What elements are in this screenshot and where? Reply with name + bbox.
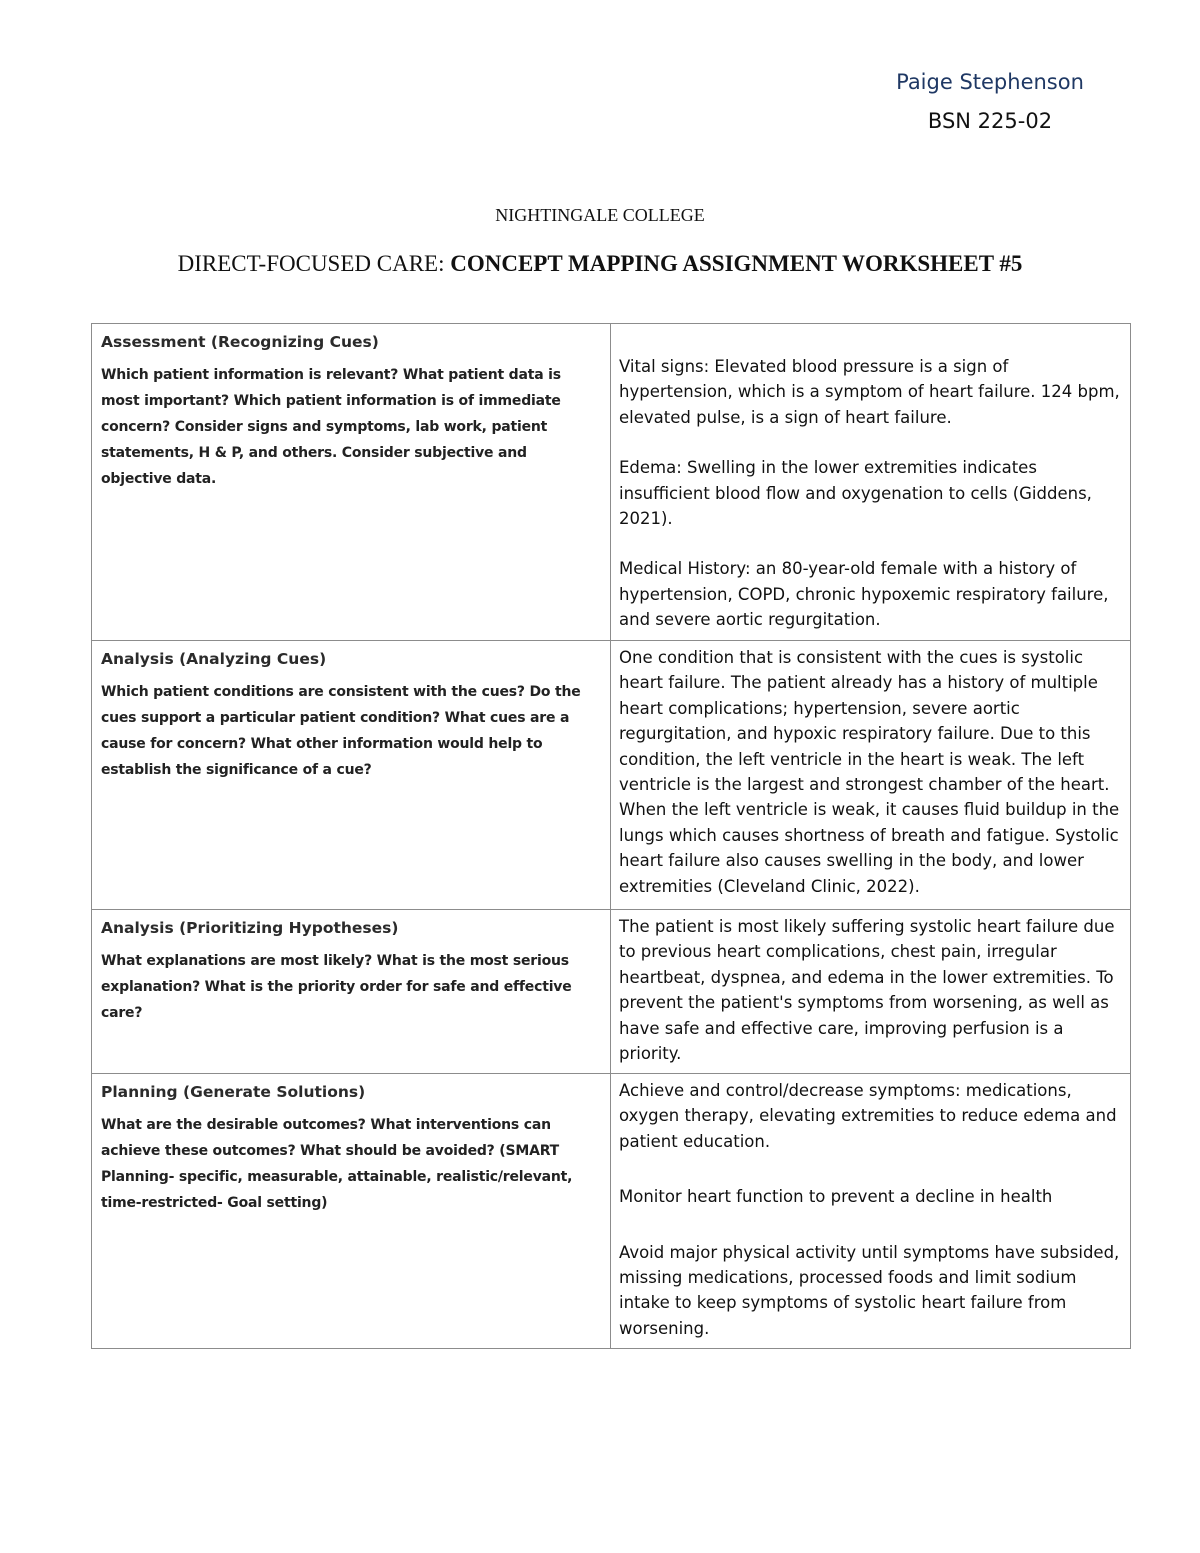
response-paragraph: Medical History: an 80-year-old female with a history of hypertension, COPD, chronic hypoxemic respiratory failure, and severe aortic regurgitation. <box>619 559 1109 630</box>
table-row <box>92 324 1131 641</box>
step-cell <box>92 1074 611 1349</box>
response-paragraph: Monitor heart function to prevent a decline in health <box>619 1187 1053 1207</box>
step-heading: Planning (Generate Solutions) <box>101 1083 366 1101</box>
step-prompt: What are the desirable outcomes? What interventions can achieve these outcomes? What should be avoided? (SMART Planning- specific, measurable, attainable, realistic/relevant, time-restricted- Goal setting) <box>101 1117 573 1211</box>
response-paragraph: One condition that is consistent with the cues is systolic heart failure. The patient already has a history of multiple heart complications; hypertension, severe aortic regurgitation, and hypoxic respiratory failure. Due to this condition, the left ventricle in the heart is weak. The left ventricle is the largest and strongest chamber of the heart. When the left ventricle is weak, it causes fluid buildup in the lungs which causes shortness of breath and fatigue. Systolic heart failure also causes swelling in the body, and lower extremities (Cleveland Clinic, 2022). <box>619 648 1120 896</box>
worksheet-title <box>0 251 1200 277</box>
response-cell <box>611 1074 1131 1349</box>
step-cell <box>92 324 611 641</box>
table-row <box>92 1074 1131 1349</box>
response-paragraph: Avoid major physical activity until symptoms have subsided, missing medications, processed foods and limit sodium intake to keep symptoms of systolic heart failure from worsening. <box>619 1242 1120 1338</box>
step-cell <box>92 910 611 1074</box>
response-paragraph: Achieve and control/decrease symptoms: medications, oxygen therapy, elevating extremities to reduce edema and patient education. <box>619 1081 1117 1151</box>
response-cell <box>611 910 1131 1074</box>
step-prompt: What explanations are most likely? What is the most serious explanation? What is the priority order for safe and effective care? <box>101 953 572 1021</box>
step-heading: Assessment (Recognizing Cues) <box>101 333 379 351</box>
worksheet-title-main: CONCEPT MAPPING ASSIGNMENT WORKSHEET #5 <box>450 251 1023 276</box>
response-paragraph: Edema: Swelling in the lower extremities indicates insufficient blood flow and oxygenation to cells (Giddens, 2021). <box>619 458 1092 529</box>
response-paragraph: Vital signs: Elevated blood pressure is a sign of hypertension, which is a symptom of heart failure. 124 bpm, elevated pulse, is a sign of heart failure. <box>619 357 1120 427</box>
step-prompt: Which patient information is relevant? What patient data is most important? Which patient information is of immediate concern? Consider signs and symptoms, lab work, patient statements, H & P, and others. Consider subjective and objective data. <box>101 367 561 487</box>
college-name: NIGHTINGALE COLLEGE <box>495 205 705 225</box>
concept-map-table <box>91 323 1131 1349</box>
author-name: Paige Stephenson <box>896 70 1084 94</box>
table-row <box>92 910 1131 1074</box>
response-cell <box>611 641 1131 910</box>
response-cell <box>611 324 1131 641</box>
worksheet-title-prefix: DIRECT-FOCUSED CARE: <box>177 251 451 276</box>
step-heading: Analysis (Prioritizing Hypotheses) <box>101 919 399 937</box>
response-paragraph: The patient is most likely suffering systolic heart failure due to previous heart complications, chest pain, irregular heartbeat, dyspnea, and edema in the lower extremities. To prevent the patient's symptoms from worsening, as well as have safe and effective care, improving perfusion is a priority. <box>619 917 1115 1064</box>
step-cell <box>92 641 611 910</box>
course-code: BSN 225-02 <box>927 109 1053 133</box>
step-heading: Analysis (Analyzing Cues) <box>101 650 327 668</box>
step-prompt: Which patient conditions are consistent with the cues? Do the cues support a particular patient condition? What cues are a cause for concern? What other information would help to establish the significance of a cue? <box>101 684 581 778</box>
table-row <box>92 641 1131 910</box>
